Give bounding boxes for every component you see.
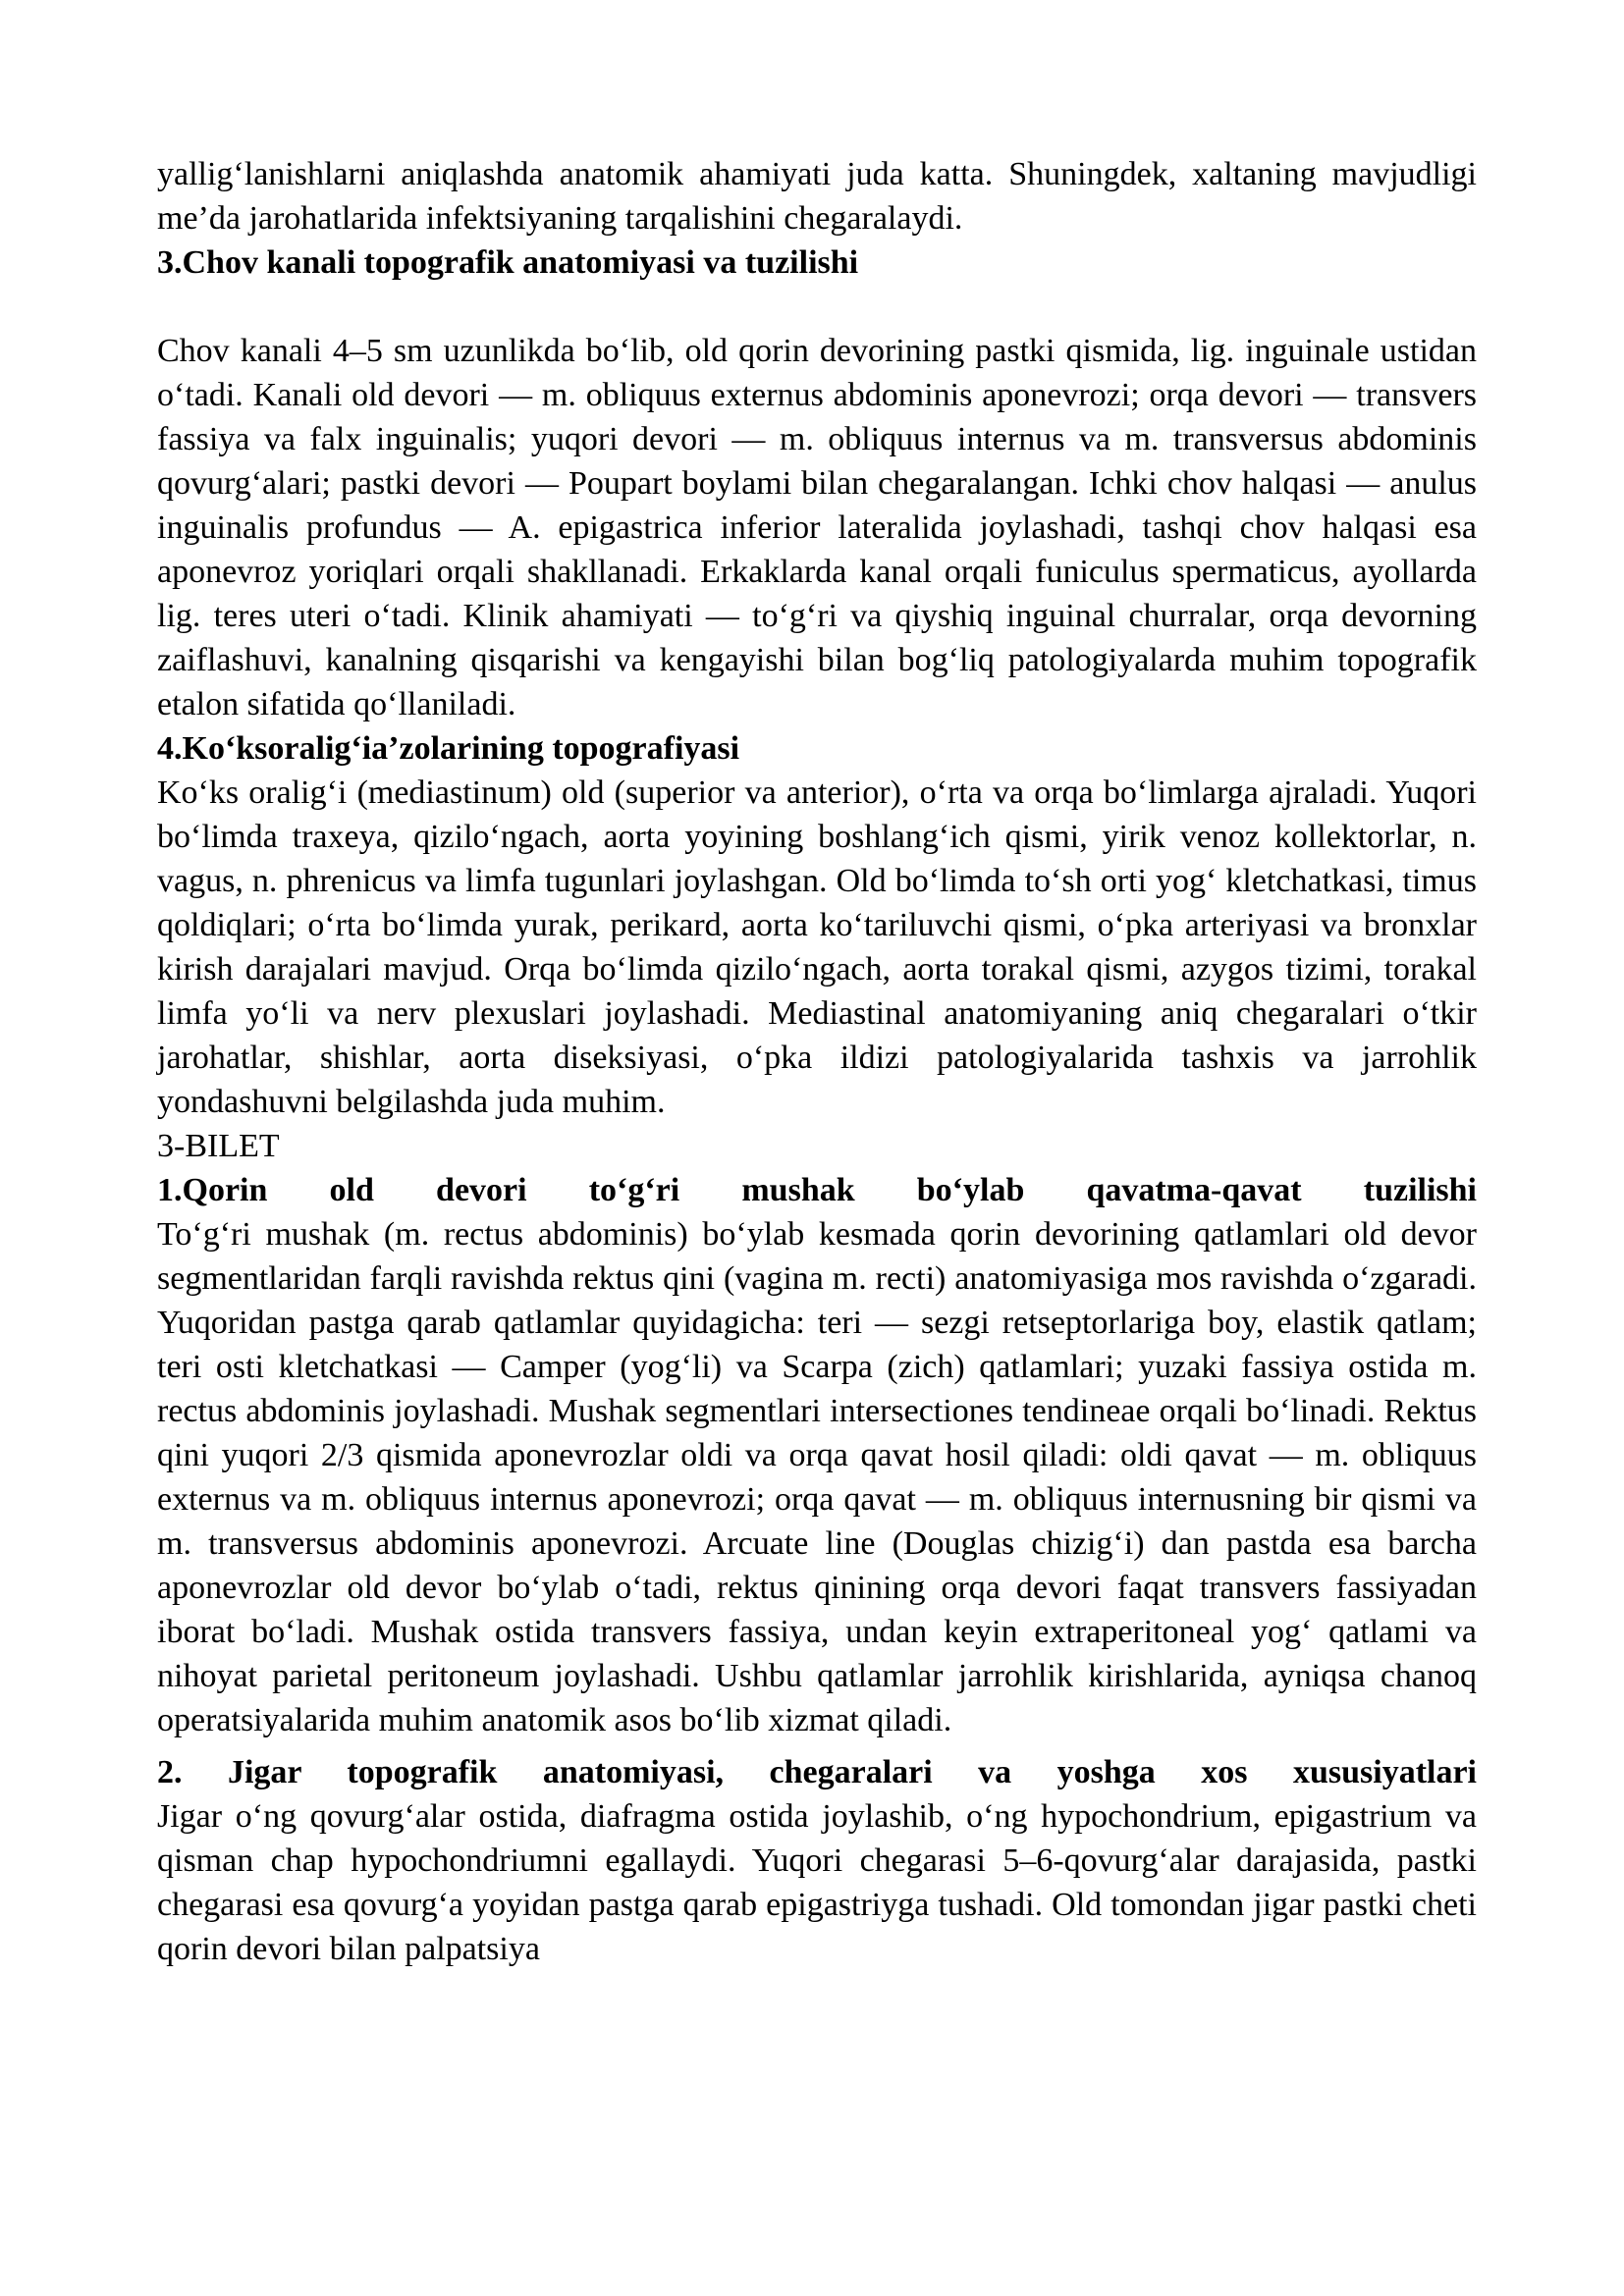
heading-jigar: 2. Jigar topografik anatomiyasi, chegaralari va yoshga xos xususiyatlari (157, 1754, 1477, 1790)
paragraph-mediastinum: Ko‘ks oralig‘i (mediastinum) old (superior va anterior), o‘rta va orqa bo‘limlarga ajraladi. Yuqori bo‘limda traxeya, qizilo‘ngach, aorta yoyining boshlang‘ich qismi, yirik venoz kollektorlar, n. vagus, n. phrenicus va limfa tugunlari joylashgan. Old bo‘limda to‘sh orti yog‘ kletchatkasi, timus qoldiqlari; o‘rta bo‘limda yurak, perikard, aorta ko‘tariluvchi qismi, o‘pka arteriyasi va bronxlar kirish darajalari mavjud. Orqa bo‘limda qizilo‘ngach, aorta torakal qismi, azygos tizimi, torakal limfa yo‘li va nerv plexuslari joylashadi. Mediastinal anatomiyaning aniq chegaralari o‘tkir jarohatlar, shishlar, aorta diseksiyasi, o‘pka ildizi patologiyalarida tashxis va jarrohlik yondashuvni belgilashda juda muhim. (157, 774, 1477, 1120)
heading-mediastinum: 4.Ko‘ksoralig‘ia’zolarining topografiyasi (157, 730, 740, 767)
blank-line (157, 285, 1477, 329)
heading-qorin-devori: 1.Qorin old devori to‘g‘ri mushak bo‘ylab qavatma-qavat tuzilishi (157, 1172, 1477, 1208)
heading-chov-kanali: 3.Chov kanali topografik anatomiyasi va tuzilishi (157, 244, 859, 281)
paragraph-qorin-devori: To‘g‘ri mushak (m. rectus abdominis) bo‘ylab kesmada qorin devorining qatlamlari old devor segmentlaridan farqli ravishda rektus qini (vagina m. recti) anatomiyasiga mos ravishda o‘zgaradi. Yuqoridan pastga qarab qatlamlar quyidagicha: teri — sezgi retseptorlariga boy, elastik qatlam; teri osti kletchatkasi — Camper (yog‘li) va Scarpa (zich) qatlamlari; yuzaki fassiya ostida m. rectus abdominis joylashadi. Mushak segmentlari intersectiones tendineae orqali bo‘linadi. Rektus qini yuqori 2/3 qismida aponevrozlar oldi va orqa qavat hosil qiladi: oldi qavat — m. obliquus externus va m. obliquus internus aponevrozi; orqa qavat — m. obliquus internusning bir qismi va m. transversus abdominis aponevrozi. Arcuate line (Douglas chizig‘i) dan pastda esa barcha aponevrozlar old devor bo‘ylab o‘tadi, rektus qinining orqa devori faqat transvers fassiyadan iborat bo‘ladi. Mushak ostida transvers fassiya, undan keyin extraperitoneal yog‘ qatlami va nihoyat parietal peritoneum joylashadi. Ushbu qatlamlar jarrohlik kirishlarida, ayniqsa chanoq operatsiyalarida muhim anatomik asos bo‘lib xizmat qiladi. (157, 1216, 1477, 1738)
ticket-label: 3-BILET (157, 1128, 280, 1164)
document-page (157, 152, 1477, 1971)
paragraph-jigar: Jigar o‘ng qovurg‘alar ostida, diafragma ostida joylashib, o‘ng hypochondrium, epigastrium va qisman chap hypochondriumni egallaydi. Yuqori chegarasi 5–6-qovurg‘alar darajasida, pastki chegarasi esa qovurg‘a yoyidan pastga qarab epigastriyga tushadi. Old tomondan jigar pastki cheti qorin devori bilan palpatsiya (157, 1798, 1477, 1967)
spacer (157, 1742, 1477, 1750)
paragraph-intro: yallig‘lanishlarni aniqlashda anatomik ahamiyati juda katta. Shuningdek, xaltaning mavjudligi me’da jarohatlarida infektsiyaning tarqalishini chegaralaydi. (157, 156, 1477, 237)
paragraph-chov-kanali: Chov kanali 4–5 sm uzunlikda bo‘lib, old qorin devorining pastki qismida, lig. inguinale ustidan o‘tadi. Kanali old devori — m. obliquus externus abdominis aponevrozi; orqa devori — transvers fassiya va falx inguinalis; yuqori devori — m. obliquus internus va m. transversus abdominis qovurg‘alari; pastki devori — Poupart boylami bilan chegaralangan. Ichki chov halqasi — anulus inguinalis profundus — A. epigastrica inferior lateralida joylashadi, tashqi chov halqasi esa aponevroz yoriqlari orqali shakllanadi. Erkaklarda kanal orqali funiculus spermaticus, ayollarda lig. teres uteri o‘tadi. Klinik ahamiyati — to‘g‘ri va qiyshiq inguinal churralar, orqa devorning zaiflashuvi, kanalning qisqarishi va kengayishi bilan bog‘liq patologiyalarda muhim topografik etalon sifatida qo‘llaniladi. (157, 333, 1477, 722)
